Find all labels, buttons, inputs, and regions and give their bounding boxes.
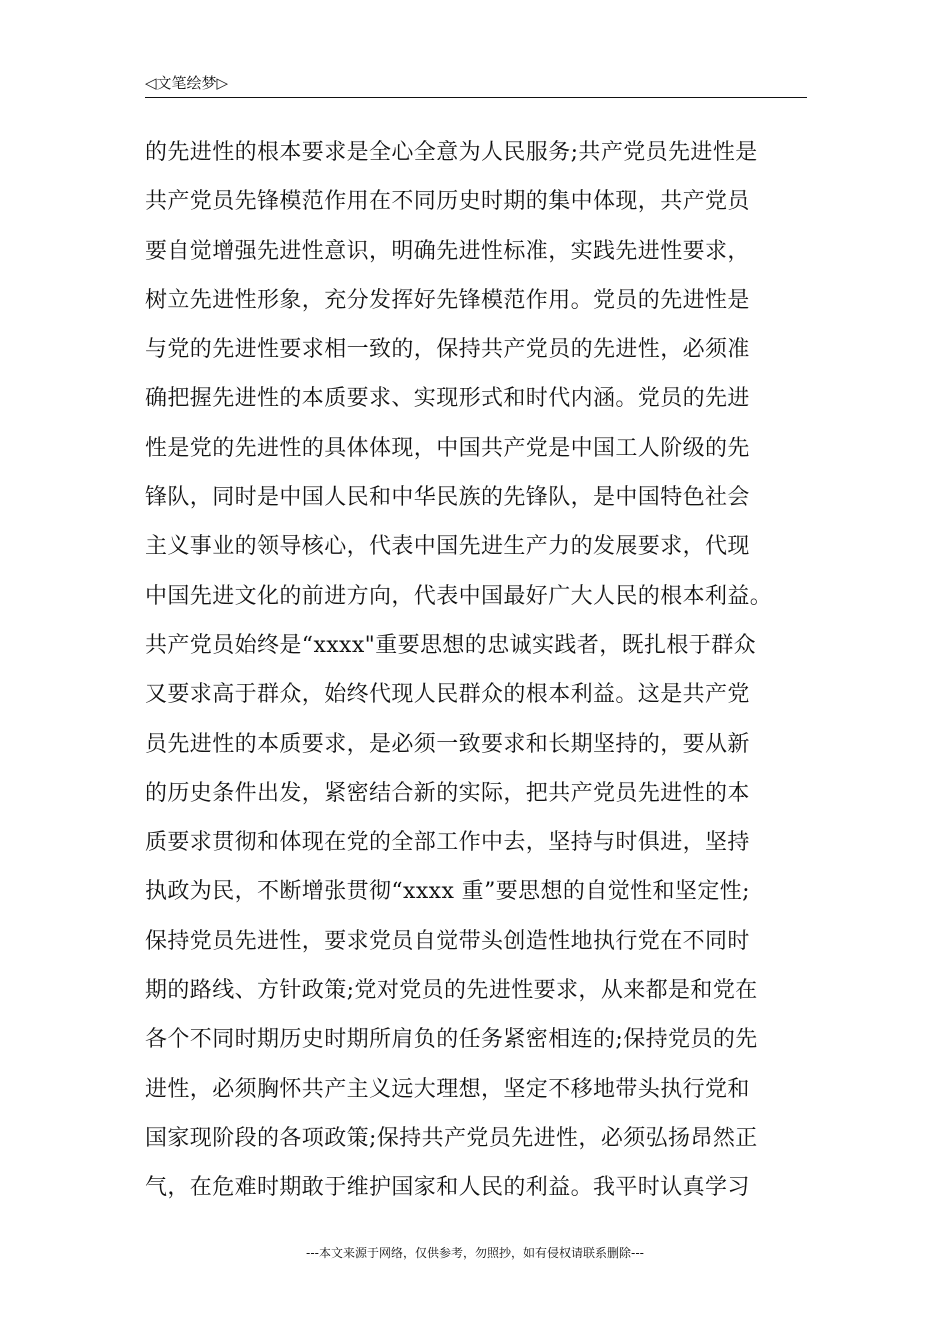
body-line: 质要求贯彻和体现在党的全部工作中去，坚持与时俱进，坚持 (145, 830, 750, 856)
body-line: 性是党的先进性的具体体现，中国共产党是中国工人阶级的先 (145, 435, 750, 461)
body-line: 树立先进性形象，充分发挥好先锋模范作用。党员的先进性是 (145, 287, 750, 313)
body-line: 保持党员先进性，要求党员自觉带头创造性地执行党在不同时 (145, 928, 750, 954)
body-line: 国家现阶段的各项政策;保持共产党员先进性，必须弘扬昂然正 (145, 1125, 758, 1151)
body-line: 共产党员先锋模范作用在不同历史时期的集中体现，共产党员 (145, 189, 750, 215)
body-line: 要自觉增强先进性意识，明确先进性标准，实践先进性要求， (145, 238, 750, 264)
body-line: 共产党员始终是“xxxx"重要思想的忠诚实践者，既扎根于群众 (145, 632, 756, 658)
body-line: 中国先进文化的前进方向，代表中国最好广大人民的根本利益。 (145, 583, 773, 609)
body-line: 各个不同时期历史时期所肩负的任务紧密相连的;保持党员的先 (145, 1027, 758, 1053)
body-line: 的先进性的根本要求是全心全意为人民服务;共产党员先进性是 (145, 140, 758, 165)
page-header (145, 73, 807, 98)
body-line: 员先进性的本质要求，是必须一致要求和长期坚持的，要从新 (145, 731, 750, 757)
body-line: 期的路线、方针政策;党对党员的先进性要求，从来都是和党在 (145, 978, 758, 1004)
body-line: 进性，必须胸怀共产主义远大理想，坚定不移地带头执行党和 (145, 1076, 750, 1102)
body-line: 的历史条件出发，紧密结合新的实际，把共产党员先进性的本 (145, 780, 750, 806)
body-line: 又要求高于群众，始终代现人民群众的根本利益。这是共产党 (145, 682, 750, 708)
body-line: 执政为民，不断增张贯彻“xxxx 重”要思想的自觉性和坚定性; (145, 879, 750, 905)
body-line: 锋队，同时是中国人民和中华民族的先锋队，是中国特色社会 (145, 485, 750, 511)
footer-disclaimer: ---本文来源于网络，仅供参考，勿照抄，如有侵权请联系删除--- (306, 1246, 644, 1260)
body-line: 主义事业的领导核心，代表中国先进生产力的发展要求，代现 (145, 534, 750, 560)
body-line: 气，在危难时期敢于维护国家和人民的利益。我平时认真学习 (145, 1175, 750, 1201)
body-line: 与党的先进性要求相一致的，保持共产党员的先进性，必须准 (145, 337, 750, 363)
header-title: ◁文笔绘梦▷ (145, 74, 229, 92)
document-body (145, 128, 835, 1213)
body-line: 确把握先进性的本质要求、实现形式和时代内涵。党员的先进 (145, 386, 750, 412)
